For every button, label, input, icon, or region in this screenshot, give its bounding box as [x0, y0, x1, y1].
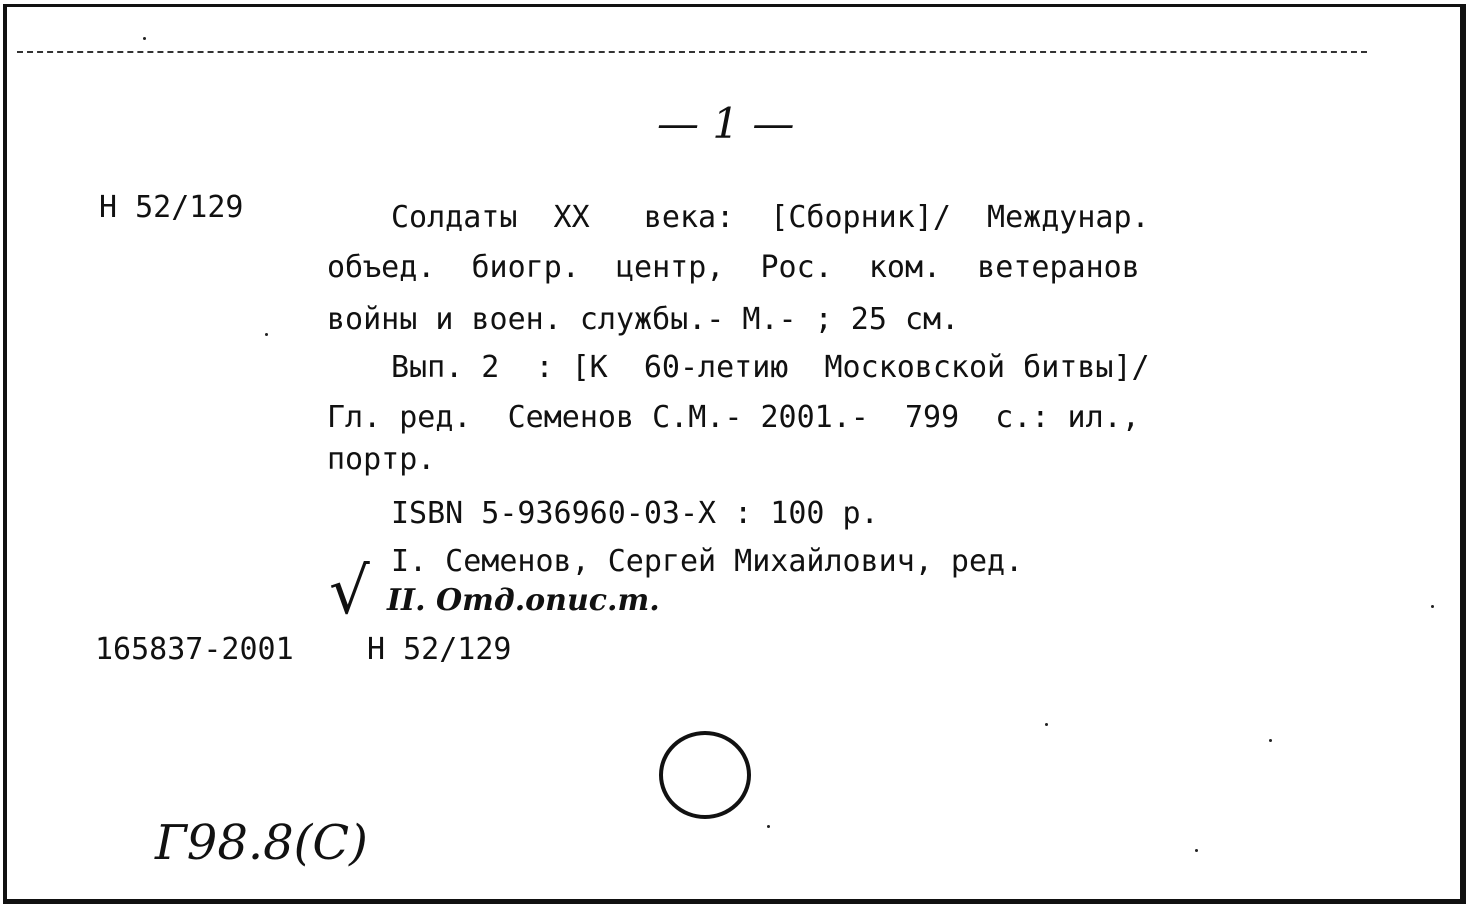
speck — [1195, 849, 1198, 852]
entry-line-5: Гл. ред. Семенов С.М.- 2001.- 799 с.: ил., — [327, 400, 1140, 435]
catalog-card — [3, 4, 1466, 904]
speck — [1269, 739, 1272, 742]
classification-handwritten: Г98.8(С) — [155, 815, 368, 871]
card-number: — 1 — — [657, 99, 795, 148]
tracing-2-handwritten: II. Отд.опис.т. — [387, 583, 660, 618]
speck — [265, 333, 268, 336]
entry-line-3: войны и воен. службы.- М.- ; 25 см. — [327, 302, 960, 337]
speck — [143, 37, 146, 40]
accession-number: 165837-2001 — [95, 632, 294, 667]
entry-line-2: объед. биогр. центр, Рос. ком. ветеранов — [327, 250, 1140, 285]
tracing-1: I. Семенов, Сергей Михайлович, ред. — [391, 544, 1024, 579]
entry-line-4: Вып. 2 : [К 60-летию Московской битвы]/ — [391, 350, 1150, 385]
entry-line-6: портр. — [327, 442, 436, 477]
speck — [1431, 605, 1434, 608]
punch-hole-circle — [659, 731, 751, 819]
speck — [1045, 723, 1048, 726]
isbn-line: ISBN 5-936960-03-X : 100 р. — [391, 496, 879, 531]
shelfmark-top: Н 52/129 — [99, 190, 244, 225]
top-dashed-rule — [17, 51, 1367, 53]
speck — [767, 825, 770, 828]
shelfmark-bottom: Н 52/129 — [367, 632, 512, 667]
entry-line-1: Солдаты ХХ века: [Сборник]/ Междунар. — [391, 200, 1150, 235]
checkmark-icon: √ — [329, 555, 370, 629]
